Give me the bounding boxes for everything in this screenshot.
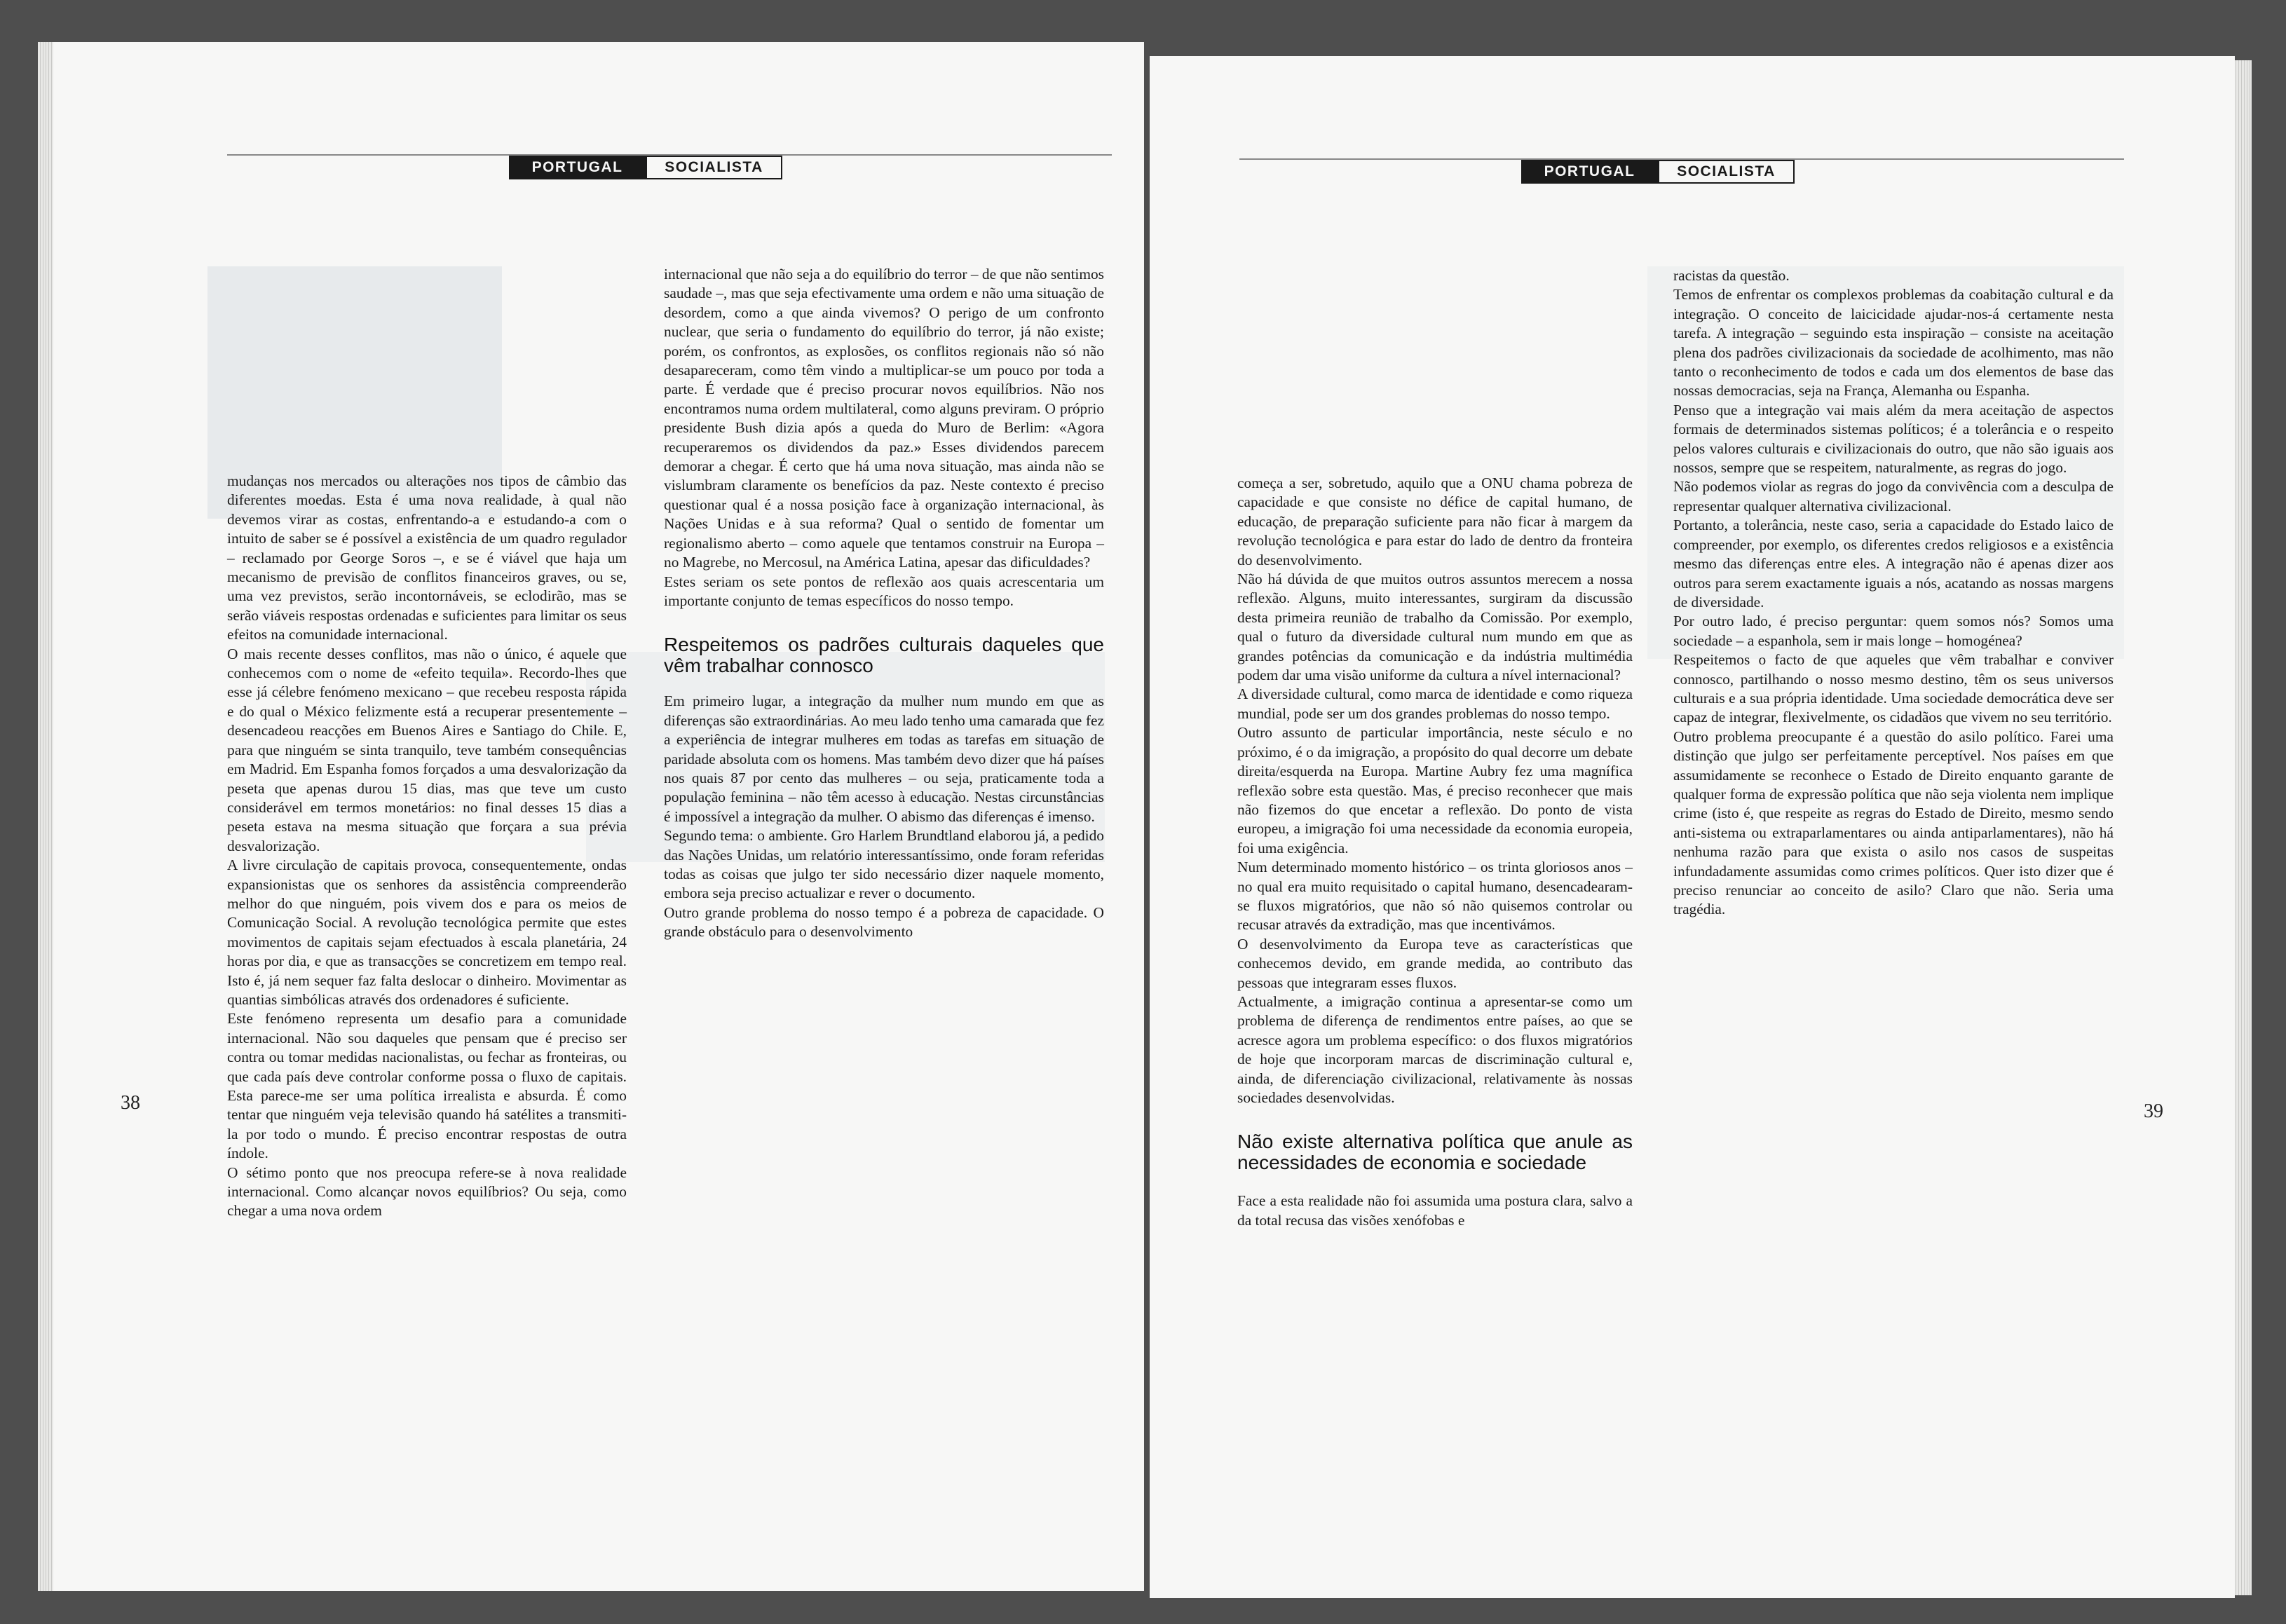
page-number-right: 39: [2144, 1100, 2163, 1122]
paragraph: internacional que não seja a do equilíbrio do terror – de que não sentimos saudade –, mas que seja efectivamente uma ordem e não uma situação de desordem, como a que ainda vivemos? O perigo de um confronto nuclear, que seria o fundamento do equilíbrio do terror, já não existe; porém, os confrontos, as explosões, os conflitos regionais não só não desapareceram, como têm vindo a multiplicar-se um pouco por toda a parte. É verdade que é preciso procurar novos equilíbrios. Não nos encontramos numa ordem multilateral, como alguns previram. O próprio presidente Bush dizia após a queda do Muro de Berlim: «Agora recuperaremos os dividendos da paz.» Esses dividendos parecem demorar a chegar. É certo que há uma nova situação, mas ainda não se vislumbram claramente os benefícios da paz. Neste contexto é preciso questionar qual é a nossa posição face à organização internacional, às Nações Unidas e à sua reforma? Qual o sentido de fomentar um regionalismo aberto – como aquele que tentamos construir na Europa – no Magrebe, no Mercosul, na América Latina, apesar das dificuldades?: [664, 266, 1104, 571]
masthead: [1521, 160, 1795, 184]
section-heading: Não existe alternativa política que anule as necessidades de economia e sociedade: [1237, 1131, 1633, 1174]
page-number-left: 38: [121, 1092, 140, 1114]
paragraph: Estes seriam os sete pontos de reflexão aos quais acrescentaria um importante conjunto de temas específicos do nosso tempo.: [664, 573, 1104, 609]
paragraph: A diversidade cultural, como marca de identidade e como riqueza mundial, pode ser um dos grandes problemas do nosso tempo.: [1237, 685, 1633, 722]
section-heading: Respeitemos os padrões culturais daqueles que vêm trabalhar connosco: [664, 634, 1104, 677]
paragraph: O sétimo ponto que nos preocupa refere-se à nova realidade internacional. Como alcançar novos equilíbrios? Ou seja, como chegar a uma nova ordem: [227, 1164, 627, 1220]
paragraph: Actualmente, a imigração continua a apresentar-se como um problema de diferença de rendimentos entre países, ao que se acresce agora um problema específico: o dos fluxos migratórios de hoje que incorporam marcas de discriminação cultural e, ainda, de diferenciação civilizacional, relativamente às nossas sociedades desenvolvidas.: [1237, 992, 1633, 1106]
masthead-portugal: PORTUGAL: [509, 156, 646, 179]
paragraph: A livre circulação de capitais provoca, consequentemente, ondas expansionistas que os senhores da assistência compreenderão melhor do que ninguém, pois vivem dos e para os meios de Comunicação Social. A revolução tecnológica permite que estes movimentos de capitais sejam efectuados à escala planetária, 24 horas por dia, e que as transacções se concretizem em tempo real. Isto é, já nem sequer faz falta deslocar o dinheiro. Movimentar as quantias simbólicas através dos ordenadores é suficiente.: [227, 857, 627, 1008]
paragraph: racistas da questão.: [1673, 267, 1790, 284]
right-page-column-2: [1673, 266, 2114, 920]
paragraph: Portanto, a tolerância, neste caso, seria a capacidade do Estado laico de compreender, por exemplo, os diferentes credos religiosos e a existência mesmo das diferenças entre eles. A integração não é apenas dizer aos outros para serem exactamente iguais a nós, acatando as nossas margens de diversidade.: [1673, 517, 2114, 610]
paragraph: Não podemos violar as regras do jogo da convivência com a desculpa de representar qualquer alternativa civilizacional.: [1673, 478, 2114, 514]
masthead: [509, 156, 782, 179]
paragraph: Segundo tema: o ambiente. Gro Harlem Brundtland elaborou já, a pedido das Nações Unidas, um relatório interessantíssimo, onde foram referidas todas as coisas que julgo ter sido necessário dizer naquele momento, embora seja preciso actualizar e rever o documento.: [664, 827, 1104, 902]
paragraph: Por outro lado, é preciso perguntar: quem somos nós? Somos uma sociedade – a espanhola, sem ir mais longe – homogénea?: [1673, 613, 2114, 649]
paragraph: Outro problema preocupante é a questão do asilo político. Farei uma distinção que julgo ser perfeitamente perceptível. Nos países em que assumidamente se reconhece o Estado de Direito enquanto garante de qualquer forma de expressão política que não seja violenta nem implique crime (isto é, que respeite as regras do Estado de Direito, mesmo sendo anti-sistema ou extraparlamentares ou ainda antiparlamentares), não há nenhuma razão para que exista o asilo nos casos de suspeitas infundadamente assumidas como crimes políticos. Quer isto dizer que é preciso renunciar ao conceito de asilo? Claro que não. Seria uma tragédia.: [1673, 728, 2114, 918]
paragraph: Não há dúvida de que muitos outros assuntos merecem a nossa reflexão. Alguns, muito interessantes, surgiram da discussão desta primeira reunião de trabalho da Comissão. Por exemplo, qual o futuro da diversidade cultural num mundo em que as grandes potências da comunicação e da indústria multimédia podem dar uma visão uniforme da cultura a nível internacional?: [1237, 571, 1633, 684]
paragraph: O mais recente desses conflitos, mas não o único, é aquele que conhecemos com o nome de «efeito tequila». Recordo-lhes que esse já célebre fenómeno mexicano – que recebeu resposta rápida e do qual o México felizmente está a recuperar presentemente – desencadeou reacções em Buenos Aires e Santiago do Chile. E, para que ninguém se sinta tranquilo, teve também consequências em Madrid. Em Espanha fomos forçados a uma desvalorização da peseta que apenas durou 15 dias, mas que teve um custo considerável em termos monetários: no final desses 15 dias a peseta estava na mesma situação que forçara a sua prévia desvalorização.: [227, 645, 627, 854]
paragraph: Em primeiro lugar, a integração da mulher num mundo em que as diferenças são extraordinárias. Ao meu lado tenho uma camarada que fez a experiência de integrar mulheres em todas as tarefas em situação de paridade absoluta com os homens. Mas também devo dizer que há países nos quais 87 por cento das mulheres – ou seja, praticamente toda a população feminina – não têm acesso à educação. Nestas circunstâncias é impossível a integração da mulher. O abismo das diferenças é imenso.: [664, 692, 1104, 825]
paragraph: mudanças nos mercados ou alterações nos tipos de câmbio das diferentes moedas. Esta é uma nova realidade, à qual não devemos virar as costas, enfrentando-a e estudando-a com o intuito de saber se é possível a existência de um quadro regulador – reclamado por George Soros –, e se é viável que haja um mecanismo de previsão de conflitos financeiros graves, ou se, uma vez previstos, serão incontornáveis, se eclodirão, mas se serão viáveis respostas ordenadas e suficientes para limitar os seus efeitos na comunidade internacional.: [227, 472, 627, 643]
paragraph: Outro grande problema do nosso tempo é a pobreza de capacidade. O grande obstáculo para o desenvolvimento: [664, 903, 1104, 941]
right-page-edge: [2233, 60, 2252, 1595]
left-page: [53, 42, 1144, 1591]
paragraph: Outro assunto de particular importância, neste século e no próximo, é o da imigração, a propósito do qual decorre um debate direita/esquerda na Europa. Martine Aubry fez uma magnífica reflexão sobre esta questão. Mas, é preciso reconhecer que mais não fizemos do que encetar a reflexão. Do ponto de vista europeu, a imigração foi uma necessidade da economia europeia, foi uma exigência.: [1237, 724, 1633, 857]
paragraph: O desenvolvimento da Europa teve as características que conhecemos devido, em grande medida, ao contributo das pessoas que integraram esses fluxos.: [1237, 935, 1633, 991]
right-page-column-1: [1237, 474, 1633, 1230]
paragraph: Face a esta realidade não foi assumida uma postura clara, salvo a da total recusa das visões xenófobas e: [1237, 1192, 1633, 1229]
left-page-column-2: [664, 265, 1104, 942]
paragraph: Num determinado momento histórico – os trinta gloriosos anos – no qual era muito requisitado o capital humano, desencadearam-se fluxos migratórios, que não só não quisemos controlar ou recusar através da extradição, mas que incentivámos.: [1237, 859, 1633, 934]
paragraph: Penso que a integração vai mais além da mera aceitação de aspectos formais de determinados sistemas políticos; é a tolerância e o respeito pelos valores culturais e civilizacionais do outro, que não são iguais aos nossos, sempre que se respeitem, naturalmente, as regras do jogo.: [1673, 401, 2114, 477]
paragraph: Respeitemos o facto de que aqueles que vêm trabalhar e conviver connosco, partilhando o nosso mesmo destino, têm os seus universos culturais e a sua própria identidade. Uma sociedade democrática deve ser capaz de integrar, flexivelmente, os cidadãos que vivem no seu território.: [1673, 651, 2114, 726]
masthead-socialista: SOCIALISTA: [646, 156, 782, 179]
paragraph: Este fenómeno representa um desafio para a comunidade internacional. Não sou daqueles que pensam que é preciso ser contra ou tomar medidas nacionalistas, ou fechar as fronteiras, ou que cada país deve controlar conforme possa o fluxo de capitais. Esta parece-me ser uma política irrealista e absurda. É como tentar que ninguém veja televisão quando há satélites a transmiti-la por todo o mundo. É preciso encontrar respostas de outra índole.: [227, 1010, 627, 1162]
paragraph: começa a ser, sobretudo, aquilo que a ONU chama pobreza de capacidade e que consiste no défice de capital humano, de educação, de preparação suficiente para não ficar à margem da revolução tecnológica e para estar do lado de dentro da fronteira do desenvolvimento.: [1237, 475, 1633, 568]
paragraph: Temos de enfrentar os complexos problemas da coabitação cultural e da integração. O conceito de laicicidade ajudar-nos-á certamente nesta tarefa. A integração – seguindo esta inspiração – consiste na aceitação plena dos padrões civilizacionais da sociedade de acolhimento, mas não tanto o reconhecimento de todos e cada um dos elementos de base das nossas democracias, seja na França, Alemanha ou Espanha.: [1673, 286, 2114, 400]
left-page-column-1: [227, 472, 627, 1221]
masthead-socialista: SOCIALISTA: [1658, 160, 1795, 184]
right-page: [1150, 56, 2235, 1598]
masthead-portugal: PORTUGAL: [1521, 160, 1658, 184]
